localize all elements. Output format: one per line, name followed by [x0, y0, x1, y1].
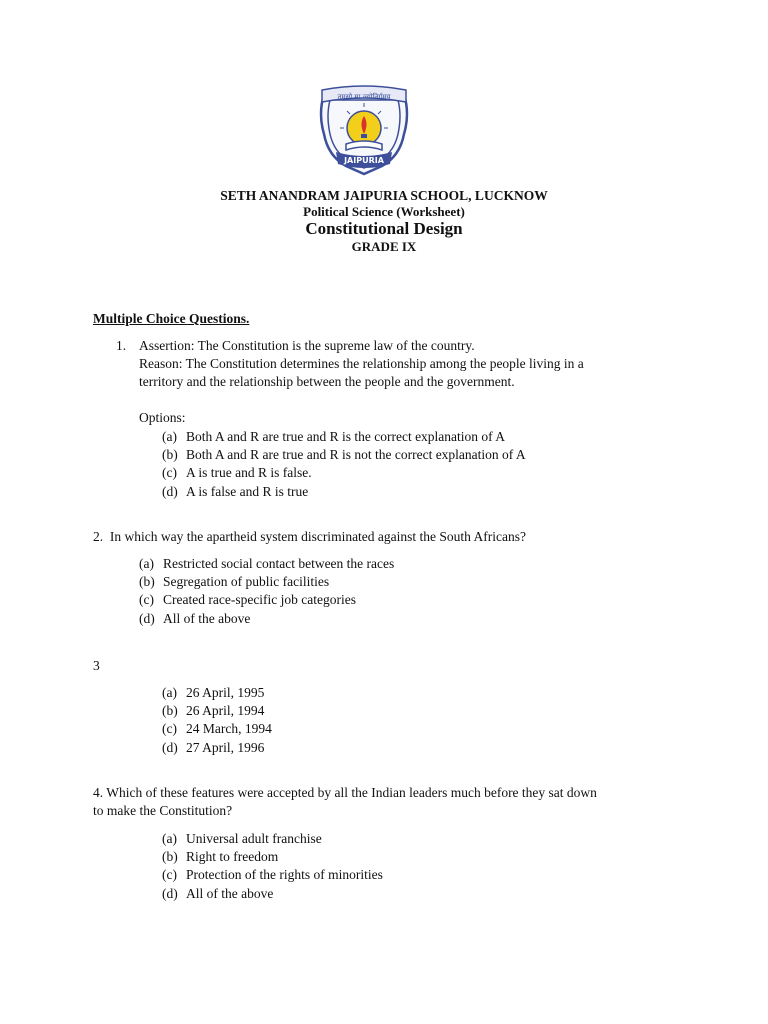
section-title	[93, 310, 249, 328]
subject-line: Political Science (Worksheet)	[303, 204, 465, 219]
option-c	[162, 464, 526, 482]
option-label: (a)	[139, 556, 154, 571]
option-d	[162, 483, 526, 501]
option-text: Created race-specific job categories	[163, 592, 357, 608]
option-b	[139, 573, 394, 591]
option-text: Universal adult franchise	[186, 831, 322, 846]
option-text: Restricted social contact between the races	[163, 556, 395, 571]
grade-line: GRADE IX	[351, 239, 417, 254]
option-a	[139, 555, 394, 573]
svg-text:JAIPURIA: JAIPURIA	[344, 156, 384, 165]
section-title-text: Multiple Choice Questions.	[93, 311, 250, 326]
option-label: (b)	[162, 849, 178, 865]
question-1-reason-line2: territory and the relationship between the people and the government.	[139, 374, 515, 389]
option-text: A is false and R is true	[186, 483, 309, 499]
option-text: 26 April, 1994	[186, 703, 265, 719]
option-d	[139, 610, 394, 628]
option-label: (c)	[139, 592, 154, 608]
option-label: (b)	[139, 574, 155, 590]
option-label: (c)	[162, 867, 177, 883]
question-1-number: 1.	[116, 338, 127, 353]
option-label: (b)	[162, 447, 178, 463]
option-text: Both A and R are true and R is the correct explanation of A	[186, 429, 506, 444]
option-a	[162, 428, 526, 446]
option-c	[162, 720, 272, 738]
option-text: Segregation of public facilities	[163, 574, 330, 590]
question-1-options	[162, 428, 526, 501]
option-b	[162, 446, 526, 464]
question-4-line1: 4. Which of these features were accepted by all the Indian leaders much before they sat down	[93, 785, 597, 800]
option-label: (d)	[162, 483, 178, 499]
option-text: All of the above	[163, 610, 251, 626]
option-text: 27 April, 1996	[186, 739, 265, 755]
question-2-text: 2. In which way the apartheid system discriminated against the South Africans?	[93, 529, 527, 544]
option-d	[162, 885, 383, 903]
option-b	[162, 702, 272, 720]
option-text: Right to freedom	[186, 849, 279, 865]
question-4-options	[162, 830, 383, 903]
question-2-options	[139, 555, 394, 628]
option-c	[162, 866, 383, 884]
question-4-line2: to make the Constitution?	[93, 803, 233, 818]
option-label: (d)	[162, 739, 178, 755]
option-text: 26 April, 1995	[186, 685, 265, 700]
question-1-reason-line1: Reason: The Constitution determines the relationship among the people living in a	[139, 356, 584, 371]
option-text: Protection of the rights of minorities	[186, 867, 383, 883]
question-3-options	[162, 684, 272, 757]
option-label: (d)	[139, 610, 155, 626]
question-1-options-label: Options:	[139, 410, 186, 425]
option-text: All of the above	[186, 885, 274, 901]
svg-text:तमसो मा ज्योतिर्गमय: तमसो मा ज्योतिर्गमय	[337, 93, 391, 101]
option-a	[162, 684, 272, 702]
question-3-text: 3	[93, 658, 100, 673]
option-d	[162, 739, 272, 757]
option-text: 24 March, 1994	[186, 721, 272, 737]
school-logo	[316, 84, 412, 176]
option-label: (d)	[162, 885, 178, 901]
option-b	[162, 848, 383, 866]
option-a	[162, 830, 383, 848]
option-text: A is true and R is false.	[186, 465, 312, 481]
jaipuria-crest-icon	[316, 84, 412, 176]
question-1-assertion: Assertion: The Constitution is the supreme law of the country.	[139, 338, 475, 353]
option-c	[139, 591, 394, 609]
school-name: SETH ANANDRAM JAIPURIA SCHOOL, LUCKNOW	[220, 188, 548, 203]
option-label: (c)	[162, 465, 177, 481]
option-text: Both A and R are true and R is not the correct explanation of A	[186, 447, 526, 463]
option-label: (a)	[162, 685, 177, 700]
option-label: (c)	[162, 721, 177, 737]
option-label: (b)	[162, 703, 178, 719]
option-label: (a)	[162, 831, 177, 846]
option-label: (a)	[162, 429, 177, 444]
page-title: Constitutional Design	[305, 219, 463, 238]
